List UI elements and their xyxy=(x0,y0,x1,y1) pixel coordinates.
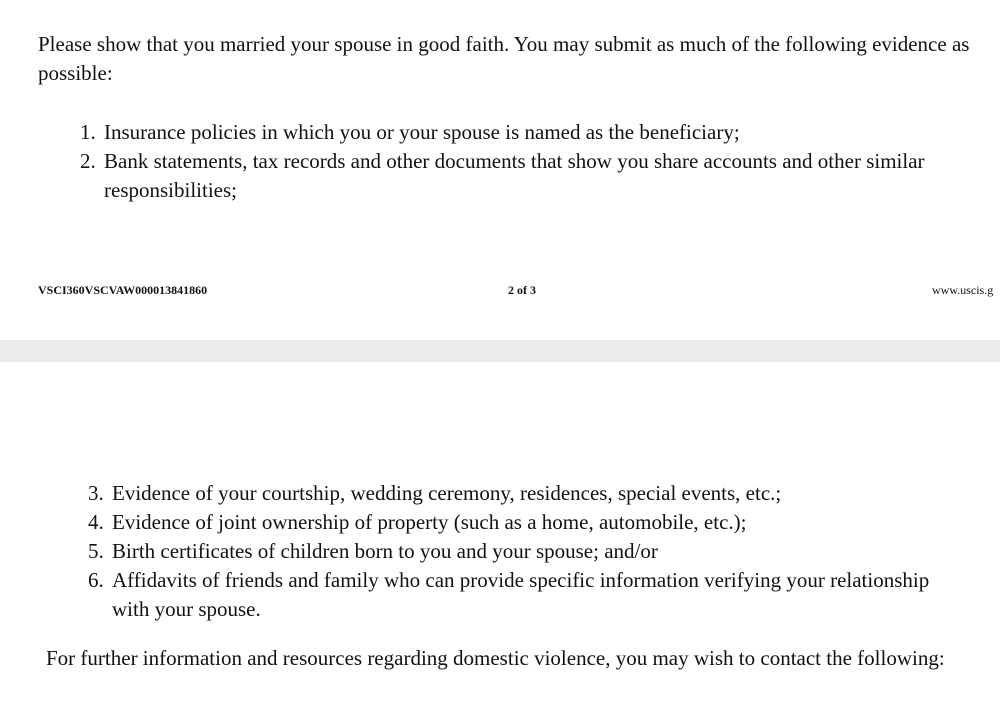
list-item-text: Evidence of joint ownership of property (such as a home, automobile, etc.); xyxy=(112,510,747,534)
list-item-number: 4. xyxy=(88,510,104,534)
list-item-number: 5. xyxy=(88,539,104,563)
list-item xyxy=(88,566,948,624)
further-info-paragraph: For further information and resources regarding domestic violence, you may wish to contact the following: xyxy=(46,646,945,670)
intro-paragraph: Please show that you married your spouse in good faith. You may submit as much of the following evidence as possible: xyxy=(38,32,970,85)
list-item-number: 6. xyxy=(88,568,104,592)
page-separator xyxy=(0,340,1000,362)
list-item xyxy=(88,508,948,537)
document-id: VSCI360VSCVAW000013841860 xyxy=(38,283,208,297)
list-item xyxy=(80,118,970,147)
list-item-number: 2. xyxy=(80,149,96,173)
list-item-number: 3. xyxy=(88,481,104,505)
list-item xyxy=(80,147,970,205)
list-item-text: Affidavits of friends and family who can provide specific information verifying your relationship with your spouse. xyxy=(112,568,930,621)
list-item xyxy=(88,479,948,508)
list-item-text: Bank statements, tax records and other documents that show you share accounts and other similar responsibilities; xyxy=(104,149,925,202)
list-item-text: Evidence of your courtship, wedding ceremony, residences, special events, etc.; xyxy=(112,481,782,505)
evidence-list-bottom xyxy=(88,479,948,624)
list-item-text: Insurance policies in which you or your spouse is named as the beneficiary; xyxy=(104,120,740,144)
page-number: 2 of 3 xyxy=(508,283,536,297)
list-item-text: Birth certificates of children born to you and your spouse; and/or xyxy=(112,539,658,563)
website-url: www.uscis.g xyxy=(932,283,994,297)
list-item-number: 1. xyxy=(80,120,96,144)
list-item xyxy=(88,537,948,566)
evidence-list-top xyxy=(80,118,970,205)
